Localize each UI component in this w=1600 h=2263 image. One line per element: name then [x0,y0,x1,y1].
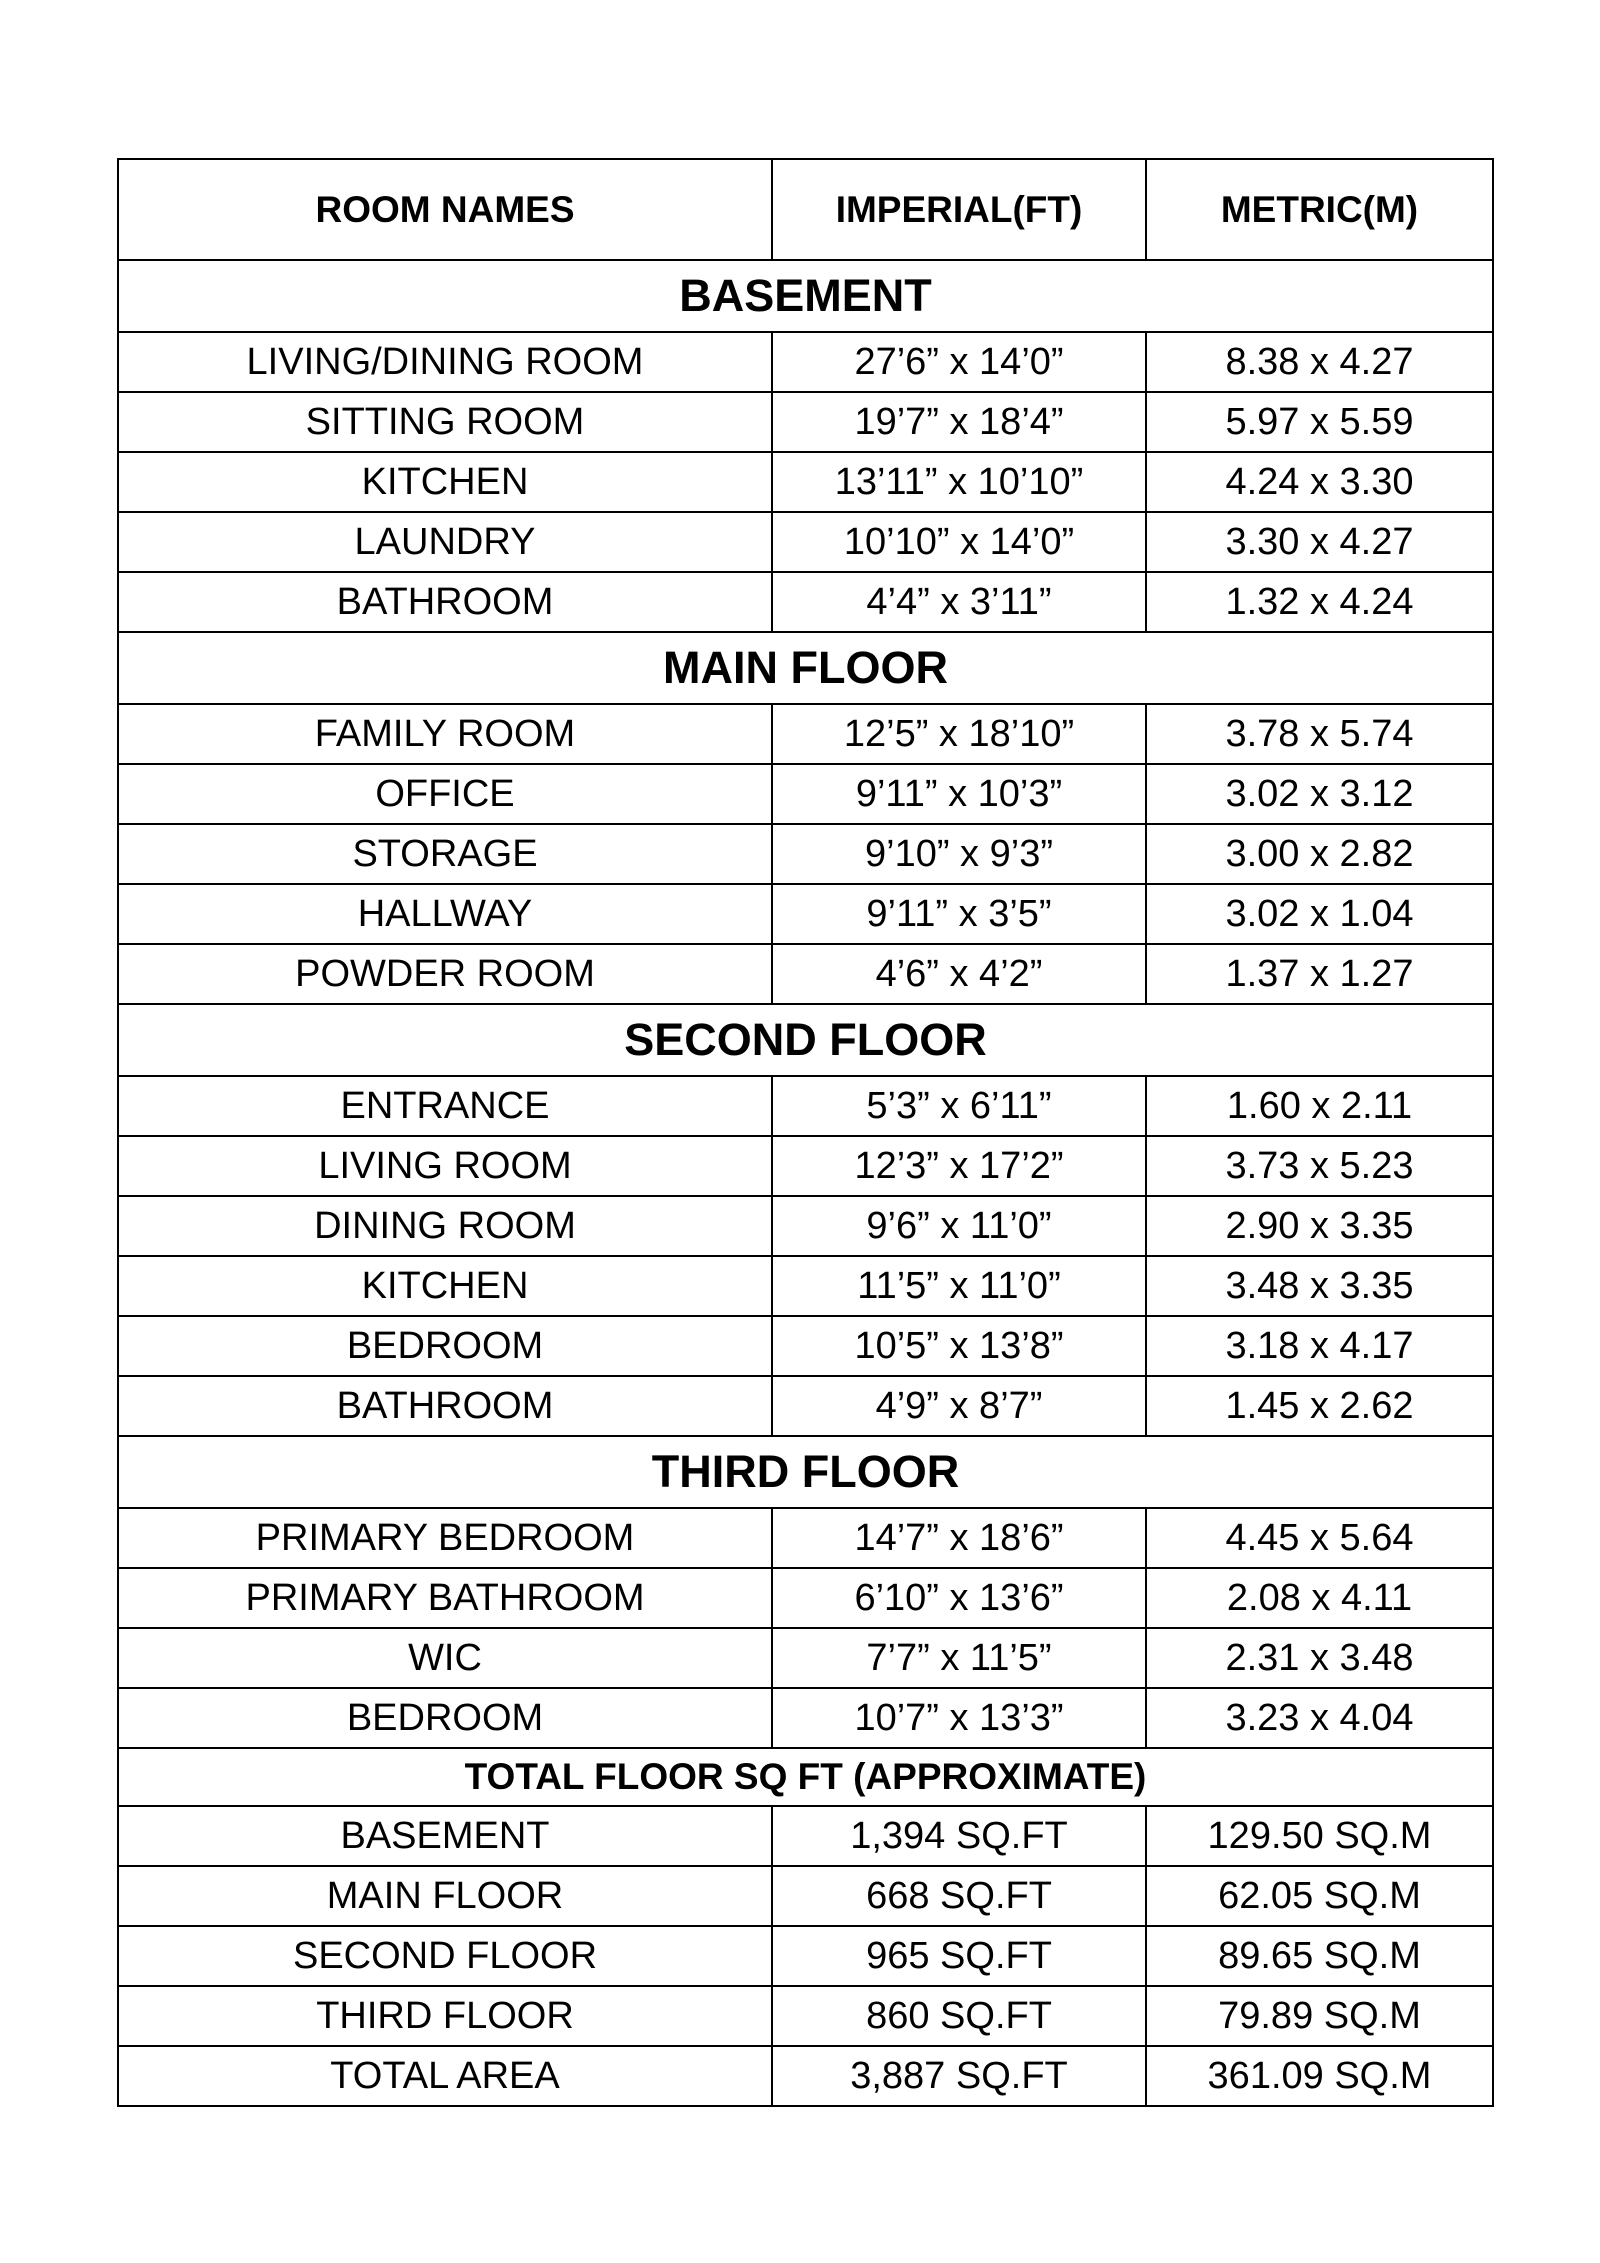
room-imperial: 4’4” x 3’11” [772,572,1146,632]
floor-area-imperial: 3,887 SQ.FT [772,2046,1146,2106]
room-metric: 1.45 x 2.62 [1146,1376,1493,1436]
table-row [118,572,1493,632]
table-row [118,332,1493,392]
floor-area-imperial: 1,394 SQ.FT [772,1806,1146,1866]
floor-area-metric: 79.89 SQ.M [1146,1986,1493,2046]
table-row [118,1688,1493,1748]
room-metric: 1.37 x 1.27 [1146,944,1493,1004]
table-row [118,1376,1493,1436]
room-name: BEDROOM [118,1688,772,1748]
table-row [118,1136,1493,1196]
room-metric: 3.73 x 5.23 [1146,1136,1493,1196]
room-name: POWDER ROOM [118,944,772,1004]
room-name: BATHROOM [118,572,772,632]
totals-header-row [118,1748,1493,1806]
room-name: ENTRANCE [118,1076,772,1136]
room-name: FAMILY ROOM [118,704,772,764]
table-row [118,1866,1493,1926]
room-imperial: 9’11” x 10’3” [772,764,1146,824]
header-imperial: IMPERIAL(FT) [772,159,1146,260]
room-imperial: 27’6” x 14’0” [772,332,1146,392]
floor-area-metric: 129.50 SQ.M [1146,1806,1493,1866]
room-imperial: 9’11” x 3’5” [772,884,1146,944]
table-row [118,764,1493,824]
table-row [118,704,1493,764]
table-row [118,452,1493,512]
table-row [118,1568,1493,1628]
table-row [118,512,1493,572]
room-metric: 3.23 x 4.04 [1146,1688,1493,1748]
room-metric: 8.38 x 4.27 [1146,332,1493,392]
room-name: LIVING ROOM [118,1136,772,1196]
room-imperial: 11’5” x 11’0” [772,1256,1146,1316]
table-row [118,1628,1493,1688]
room-name: SITTING ROOM [118,392,772,452]
room-name: LIVING/DINING ROOM [118,332,772,392]
room-imperial: 4’9” x 8’7” [772,1376,1146,1436]
section-row-main-floor [118,632,1493,704]
room-imperial: 5’3” x 6’11” [772,1076,1146,1136]
totals-title: TOTAL FLOOR SQ FT (APPROXIMATE) [118,1748,1493,1806]
header-row [118,159,1493,260]
floor-area-imperial: 965 SQ.FT [772,1926,1146,1986]
table-row [118,1316,1493,1376]
table-row [118,2046,1493,2106]
section-row-basement [118,260,1493,332]
table-row [118,1196,1493,1256]
room-metric: 3.02 x 3.12 [1146,764,1493,824]
room-imperial: 7’7” x 11’5” [772,1628,1146,1688]
room-metric: 1.60 x 2.11 [1146,1076,1493,1136]
section-title: MAIN FLOOR [118,632,1493,704]
room-metric: 3.18 x 4.17 [1146,1316,1493,1376]
room-imperial: 10’7” x 13’3” [772,1688,1146,1748]
room-imperial: 19’7” x 18’4” [772,392,1146,452]
room-name: LAUNDRY [118,512,772,572]
table-row [118,1508,1493,1568]
room-imperial: 9’10” x 9’3” [772,824,1146,884]
room-name: PRIMARY BEDROOM [118,1508,772,1568]
floor-area-metric: 361.09 SQ.M [1146,2046,1493,2106]
table-row [118,1986,1493,2046]
header-room-names: ROOM NAMES [118,159,772,260]
table-row [118,1076,1493,1136]
room-name: BATHROOM [118,1376,772,1436]
table-row [118,392,1493,452]
room-metric: 1.32 x 4.24 [1146,572,1493,632]
table-row [118,1256,1493,1316]
table-row [118,944,1493,1004]
floor-area-metric: 62.05 SQ.M [1146,1866,1493,1926]
room-metric: 2.31 x 3.48 [1146,1628,1493,1688]
room-metric: 2.90 x 3.35 [1146,1196,1493,1256]
room-imperial: 10’10” x 14’0” [772,512,1146,572]
room-imperial: 12’5” x 18’10” [772,704,1146,764]
room-metric: 5.97 x 5.59 [1146,392,1493,452]
room-metric: 2.08 x 4.11 [1146,1568,1493,1628]
room-imperial: 6’10” x 13’6” [772,1568,1146,1628]
floor-area-metric: 89.65 SQ.M [1146,1926,1493,1986]
section-title: BASEMENT [118,260,1493,332]
room-imperial: 9’6” x 11’0” [772,1196,1146,1256]
room-name: BEDROOM [118,1316,772,1376]
section-row-third-floor [118,1436,1493,1508]
floor-name: MAIN FLOOR [118,1866,772,1926]
room-name: STORAGE [118,824,772,884]
section-row-second-floor [118,1004,1493,1076]
floor-name: SECOND FLOOR [118,1926,772,1986]
room-imperial: 14’7” x 18’6” [772,1508,1146,1568]
table-row [118,1806,1493,1866]
room-metric: 3.00 x 2.82 [1146,824,1493,884]
room-name: HALLWAY [118,884,772,944]
room-name: KITCHEN [118,1256,772,1316]
room-metric: 3.48 x 3.35 [1146,1256,1493,1316]
room-name: OFFICE [118,764,772,824]
room-imperial: 4’6” x 4’2” [772,944,1146,1004]
room-metric: 4.45 x 5.64 [1146,1508,1493,1568]
room-metric: 3.02 x 1.04 [1146,884,1493,944]
room-dimensions-table [117,158,1494,2107]
room-metric: 3.78 x 5.74 [1146,704,1493,764]
header-metric: METRIC(M) [1146,159,1493,260]
room-name: KITCHEN [118,452,772,512]
room-imperial: 10’5” x 13’8” [772,1316,1146,1376]
room-metric: 3.30 x 4.27 [1146,512,1493,572]
table-row [118,824,1493,884]
room-metric: 4.24 x 3.30 [1146,452,1493,512]
floor-area-imperial: 860 SQ.FT [772,1986,1146,2046]
floor-area-imperial: 668 SQ.FT [772,1866,1146,1926]
section-title: SECOND FLOOR [118,1004,1493,1076]
floor-name: THIRD FLOOR [118,1986,772,2046]
floor-name: TOTAL AREA [118,2046,772,2106]
room-name: PRIMARY BATHROOM [118,1568,772,1628]
section-title: THIRD FLOOR [118,1436,1493,1508]
room-imperial: 13’11” x 10’10” [772,452,1146,512]
room-imperial: 12’3” x 17’2” [772,1136,1146,1196]
room-name: WIC [118,1628,772,1688]
table-row [118,884,1493,944]
room-name: DINING ROOM [118,1196,772,1256]
table-row [118,1926,1493,1986]
floor-name: BASEMENT [118,1806,772,1866]
